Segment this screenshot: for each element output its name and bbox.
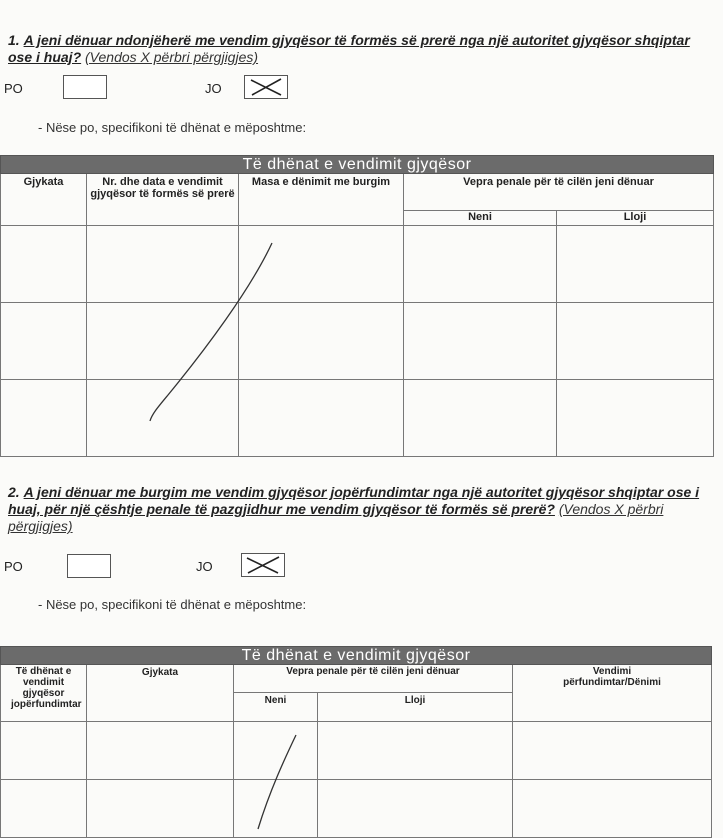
table-1-col-article: Neni [404,211,557,226]
table-cell[interactable] [87,380,239,457]
table-2-col-type: Lloji [318,693,513,722]
q2-no-checkbox[interactable] [241,553,285,577]
q1-specify-note: - Nëse po, specifikoni të dhënat e mëposhtme: [38,120,307,135]
court-decision-table-2 [0,646,712,838]
table-2-col-article: Neni [234,693,318,722]
table-1-col-sentence: Masa e dënimit me burgim [239,174,404,226]
table-cell[interactable] [404,380,557,457]
table-2-col-offense: Vepra penale për të cilën jeni dënuar [234,665,513,693]
table-cell[interactable] [239,303,404,380]
table-cell[interactable] [557,380,714,457]
table-2-title: Të dhënat e vendimit gjyqësor [1,647,712,665]
table-cell[interactable] [239,226,404,303]
question-2-hint: (Vendos X përbri përgjigjes) [8,501,664,534]
table-1-col-type: Lloji [557,211,714,226]
court-decision-table-1 [0,155,714,457]
table-2-col-final: Vendimi përfundimtar/Dënimi [513,665,712,722]
table-row [1,303,714,380]
table-1-col-decision: Nr. dhe data e vendimit gjyqësor të formës së prerë [87,174,239,226]
q1-yes-label: PO [4,81,23,96]
table-cell[interactable] [1,303,87,380]
table-cell[interactable] [404,226,557,303]
question-1 [8,32,713,66]
table-row [1,380,714,457]
table-1-col-court: Gjykata [1,174,87,226]
q2-specify-note: - Nëse po, specifikoni të dhënat e mëposhtme: [38,597,307,612]
q1-yes-checkbox[interactable] [63,75,107,99]
question-1-number: 1. [8,32,20,48]
table-row [1,722,712,780]
question-2 [8,484,713,535]
table-2-col-court: Gjykata [87,665,234,722]
table-cell[interactable] [318,722,513,780]
q1-no-label: JO [205,81,222,96]
x-mark-icon [245,76,287,98]
q2-yes-label: PO [4,559,23,574]
q2-yes-checkbox[interactable] [67,554,111,578]
table-cell[interactable] [1,722,87,780]
table-1-title: Të dhënat e vendimit gjyqësor [1,156,714,174]
question-1-text: A jeni dënuar ndonjëherë me vendim gjyqësor të formës së prerë nga një autoritet gjyqësor shqiptar ose i huaj? [8,32,690,65]
table-cell[interactable] [404,303,557,380]
q1-no-checkbox[interactable] [244,75,288,99]
table-cell[interactable] [87,722,234,780]
table-cell[interactable] [87,303,239,380]
table-cell[interactable] [1,226,87,303]
table-cell[interactable] [513,722,712,780]
table-cell[interactable] [234,722,318,780]
table-2-col-decision: Të dhënat e vendimit gjyqësor jopërfundimtar [1,665,87,722]
x-mark-icon [242,554,284,576]
table-cell[interactable] [1,380,87,457]
table-cell[interactable] [87,226,239,303]
q2-no-label: JO [196,559,213,574]
question-2-number: 2. [8,484,20,500]
question-2-text: A jeni dënuar me burgim me vendim gjyqësor jopërfundimtar nga një autoritet gjyqësor shqiptar ose i huaj, për një çështje penale të pazgjidhur me vendim gjyqësor të formës së prerë? [8,484,700,517]
question-1-hint: (Vendos X përbri përgjigjes) [85,49,259,65]
table-cell[interactable] [239,380,404,457]
table-1-col-offense: Vepra penale për të cilën jeni dënuar [404,174,714,211]
table-row [1,226,714,303]
table-cell[interactable] [557,303,714,380]
table-cell[interactable] [557,226,714,303]
